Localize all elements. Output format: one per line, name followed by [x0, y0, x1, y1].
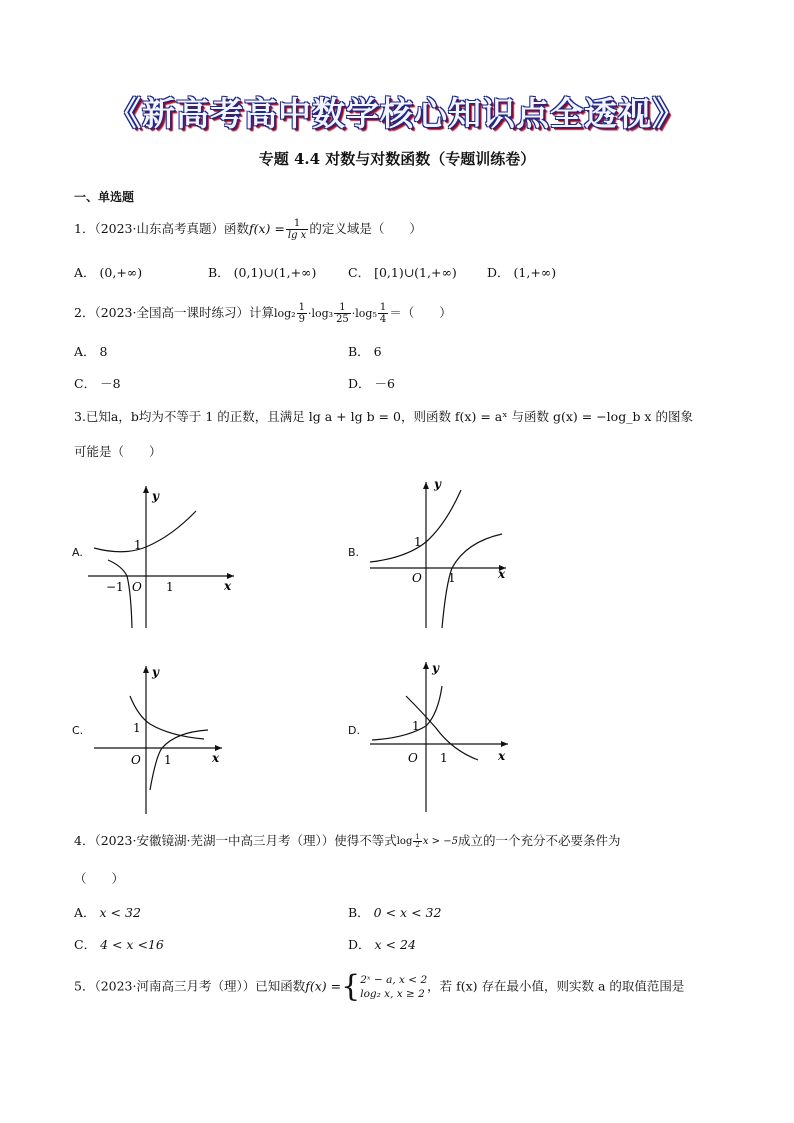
option-label: C． [74, 376, 97, 391]
axis-x-label: x [498, 567, 506, 581]
q2-frac1 [297, 302, 307, 325]
option-text: x < 24 [374, 937, 416, 952]
axis-y-label: y [152, 489, 159, 503]
q4-option-b [348, 903, 441, 921]
option-text: x < 32 [99, 905, 141, 920]
curve-exp [370, 490, 461, 562]
graph-b [366, 476, 518, 636]
q2-option-c [74, 374, 121, 392]
q2-option-d [348, 374, 395, 392]
option-text: 6 [373, 344, 382, 359]
question-3-line1: 3.已知a，b均为不等于 1 的正数，且满足 lg a + lg b = 0，则函数 f(x) = aˣ 与函数 g(x) = −log_b x 的图象 [74, 409, 693, 424]
q2-log3: ·log₅ [351, 307, 377, 320]
question-2 [74, 302, 452, 325]
option-text: －6 [374, 376, 395, 391]
tick-1-y: 1 [134, 538, 142, 552]
frac-num: 1 [298, 302, 305, 313]
axis-x-label: x [224, 579, 232, 593]
tick-1-x: 1 [448, 571, 456, 585]
origin-label: O [131, 753, 141, 767]
graph-d [366, 656, 516, 816]
origin-label: O [412, 571, 422, 585]
option-label: D． [348, 937, 371, 952]
option-text: (0,1)∪(1,+∞) [233, 265, 317, 280]
q1-option-b [208, 263, 316, 281]
option-label: A． [74, 344, 96, 359]
question-4 [74, 832, 620, 850]
frac-den: 9 [298, 314, 305, 325]
option-label: B． [348, 344, 370, 359]
q5-func: f(x) = [305, 978, 342, 994]
tick-1-y: 1 [133, 721, 141, 735]
frac-den: 25 [336, 314, 349, 325]
q5-case-2: log₂ x, x ≥ 2 [360, 988, 425, 1000]
frac-den: 2 [415, 841, 420, 849]
q4-suffix: 成立的一个充分不必要条件为 [457, 833, 621, 848]
option-text: [0,1)∪(1,+∞) [374, 265, 457, 280]
option-text: (0,+∞) [99, 265, 143, 280]
curve-log [108, 560, 132, 628]
page-title: 《新高考高中数学核心知识点全透视》 [108, 94, 686, 133]
frac-num: 1 [415, 833, 420, 841]
section-heading: 一、单选题 [74, 190, 135, 204]
topic-subtitle: 专题 4.4 对数与对数函数（专题训练卷） [258, 150, 536, 168]
graph-b-label: B. [348, 546, 360, 559]
option-label: D． [348, 376, 371, 391]
y-arrow-icon [143, 666, 149, 673]
q1-frac-den: lg x [287, 230, 307, 241]
q1-option-d [487, 263, 556, 281]
option-text: －8 [100, 376, 121, 391]
q5-case-1: 2ˣ − a, x < 2 [360, 974, 428, 986]
q4-log-expr [397, 834, 458, 849]
q1-prefix: 1．（2023·山东高考真题）函数 [74, 221, 249, 236]
q4-prefix: 4．（2023·安徽镜湖·芜湖一中高三月考（理））使得不等式 [74, 833, 397, 848]
tick-neg1-x: −1 [106, 580, 124, 594]
graph-c-label: C. [72, 724, 84, 737]
graph-d-label: D. [348, 724, 360, 737]
option-label: B． [348, 905, 370, 920]
q2-suffix: ＝（ ） [389, 305, 452, 320]
option-label: C． [348, 265, 371, 280]
graph-a [84, 478, 244, 636]
x-arrow-icon [501, 741, 508, 747]
axis-y-label: y [432, 661, 439, 675]
tick-1-y: 1 [414, 535, 422, 549]
option-label: C． [74, 937, 97, 952]
axis-x-label: x [212, 751, 220, 765]
graph-a-label: A. [72, 546, 83, 559]
origin-label: O [132, 580, 142, 594]
q5-suffix: ，若 f(x) 存在最小值，则实数 a 的取值范围是 [427, 978, 685, 994]
q4-blank: （ ） [74, 871, 125, 886]
q1-suffix: 的定义域是（ ） [309, 221, 422, 236]
option-text: (1,+∞) [513, 265, 557, 280]
q4-ineq-rest: x > −5 [422, 836, 458, 847]
q2-log1: log₂ [274, 307, 296, 320]
option-label: A． [74, 905, 96, 920]
option-text: 0 < x < 32 [373, 905, 442, 920]
q2-prefix: 2．（2023·全国高一课时练习）计算 [74, 305, 274, 320]
q4-option-c [74, 935, 164, 953]
q1-option-a [74, 263, 142, 281]
q5-brace-icon: { [341, 969, 361, 1004]
option-label: A． [74, 265, 96, 280]
q1-option-c [348, 263, 457, 281]
curve-exp [372, 686, 442, 740]
axis-x-label: x [498, 749, 506, 763]
tick-1-y: 1 [412, 719, 420, 733]
q2-log2: ·log₃ [307, 307, 334, 320]
q1-fraction [286, 218, 308, 241]
option-label: D． [487, 265, 510, 280]
q4-log: log [396, 836, 413, 847]
q2-frac2 [334, 302, 351, 325]
tick-1-x: 1 [164, 753, 172, 767]
q4-option-a [74, 903, 141, 921]
graph-c [90, 660, 230, 818]
option-text: 8 [99, 344, 108, 359]
curve-exp [94, 511, 196, 552]
q1-frac-num: 1 [286, 218, 308, 230]
question-5 [74, 969, 685, 1004]
tick-1-x: 1 [166, 580, 174, 594]
option-label: B． [208, 265, 230, 280]
frac-num: 1 [334, 302, 351, 314]
question-1 [74, 218, 422, 241]
q5-prefix: 5．（2023·河南高三月考（理））已知函数 [74, 978, 306, 994]
q5-cases [360, 973, 427, 1001]
q2-option-b [348, 342, 382, 360]
q2-option-a [74, 342, 107, 360]
q1-func: f(x) = [249, 221, 285, 236]
frac-den: 4 [379, 314, 387, 325]
curve-exp [130, 696, 204, 739]
tick-1-x: 1 [440, 751, 448, 765]
q4-option-d [348, 935, 416, 953]
q2-frac3 [378, 302, 388, 325]
question-3-line2: 可能是（ ） [74, 444, 162, 459]
y-arrow-icon [423, 662, 429, 669]
axis-y-label: y [434, 477, 441, 491]
axis-y-label: y [152, 665, 159, 679]
option-text: 4 < x <16 [100, 937, 164, 952]
y-arrow-icon [423, 482, 429, 489]
origin-label: O [408, 751, 418, 765]
y-arrow-icon [143, 486, 149, 493]
q4-log-base [413, 834, 421, 849]
frac-num: 1 [379, 302, 387, 313]
